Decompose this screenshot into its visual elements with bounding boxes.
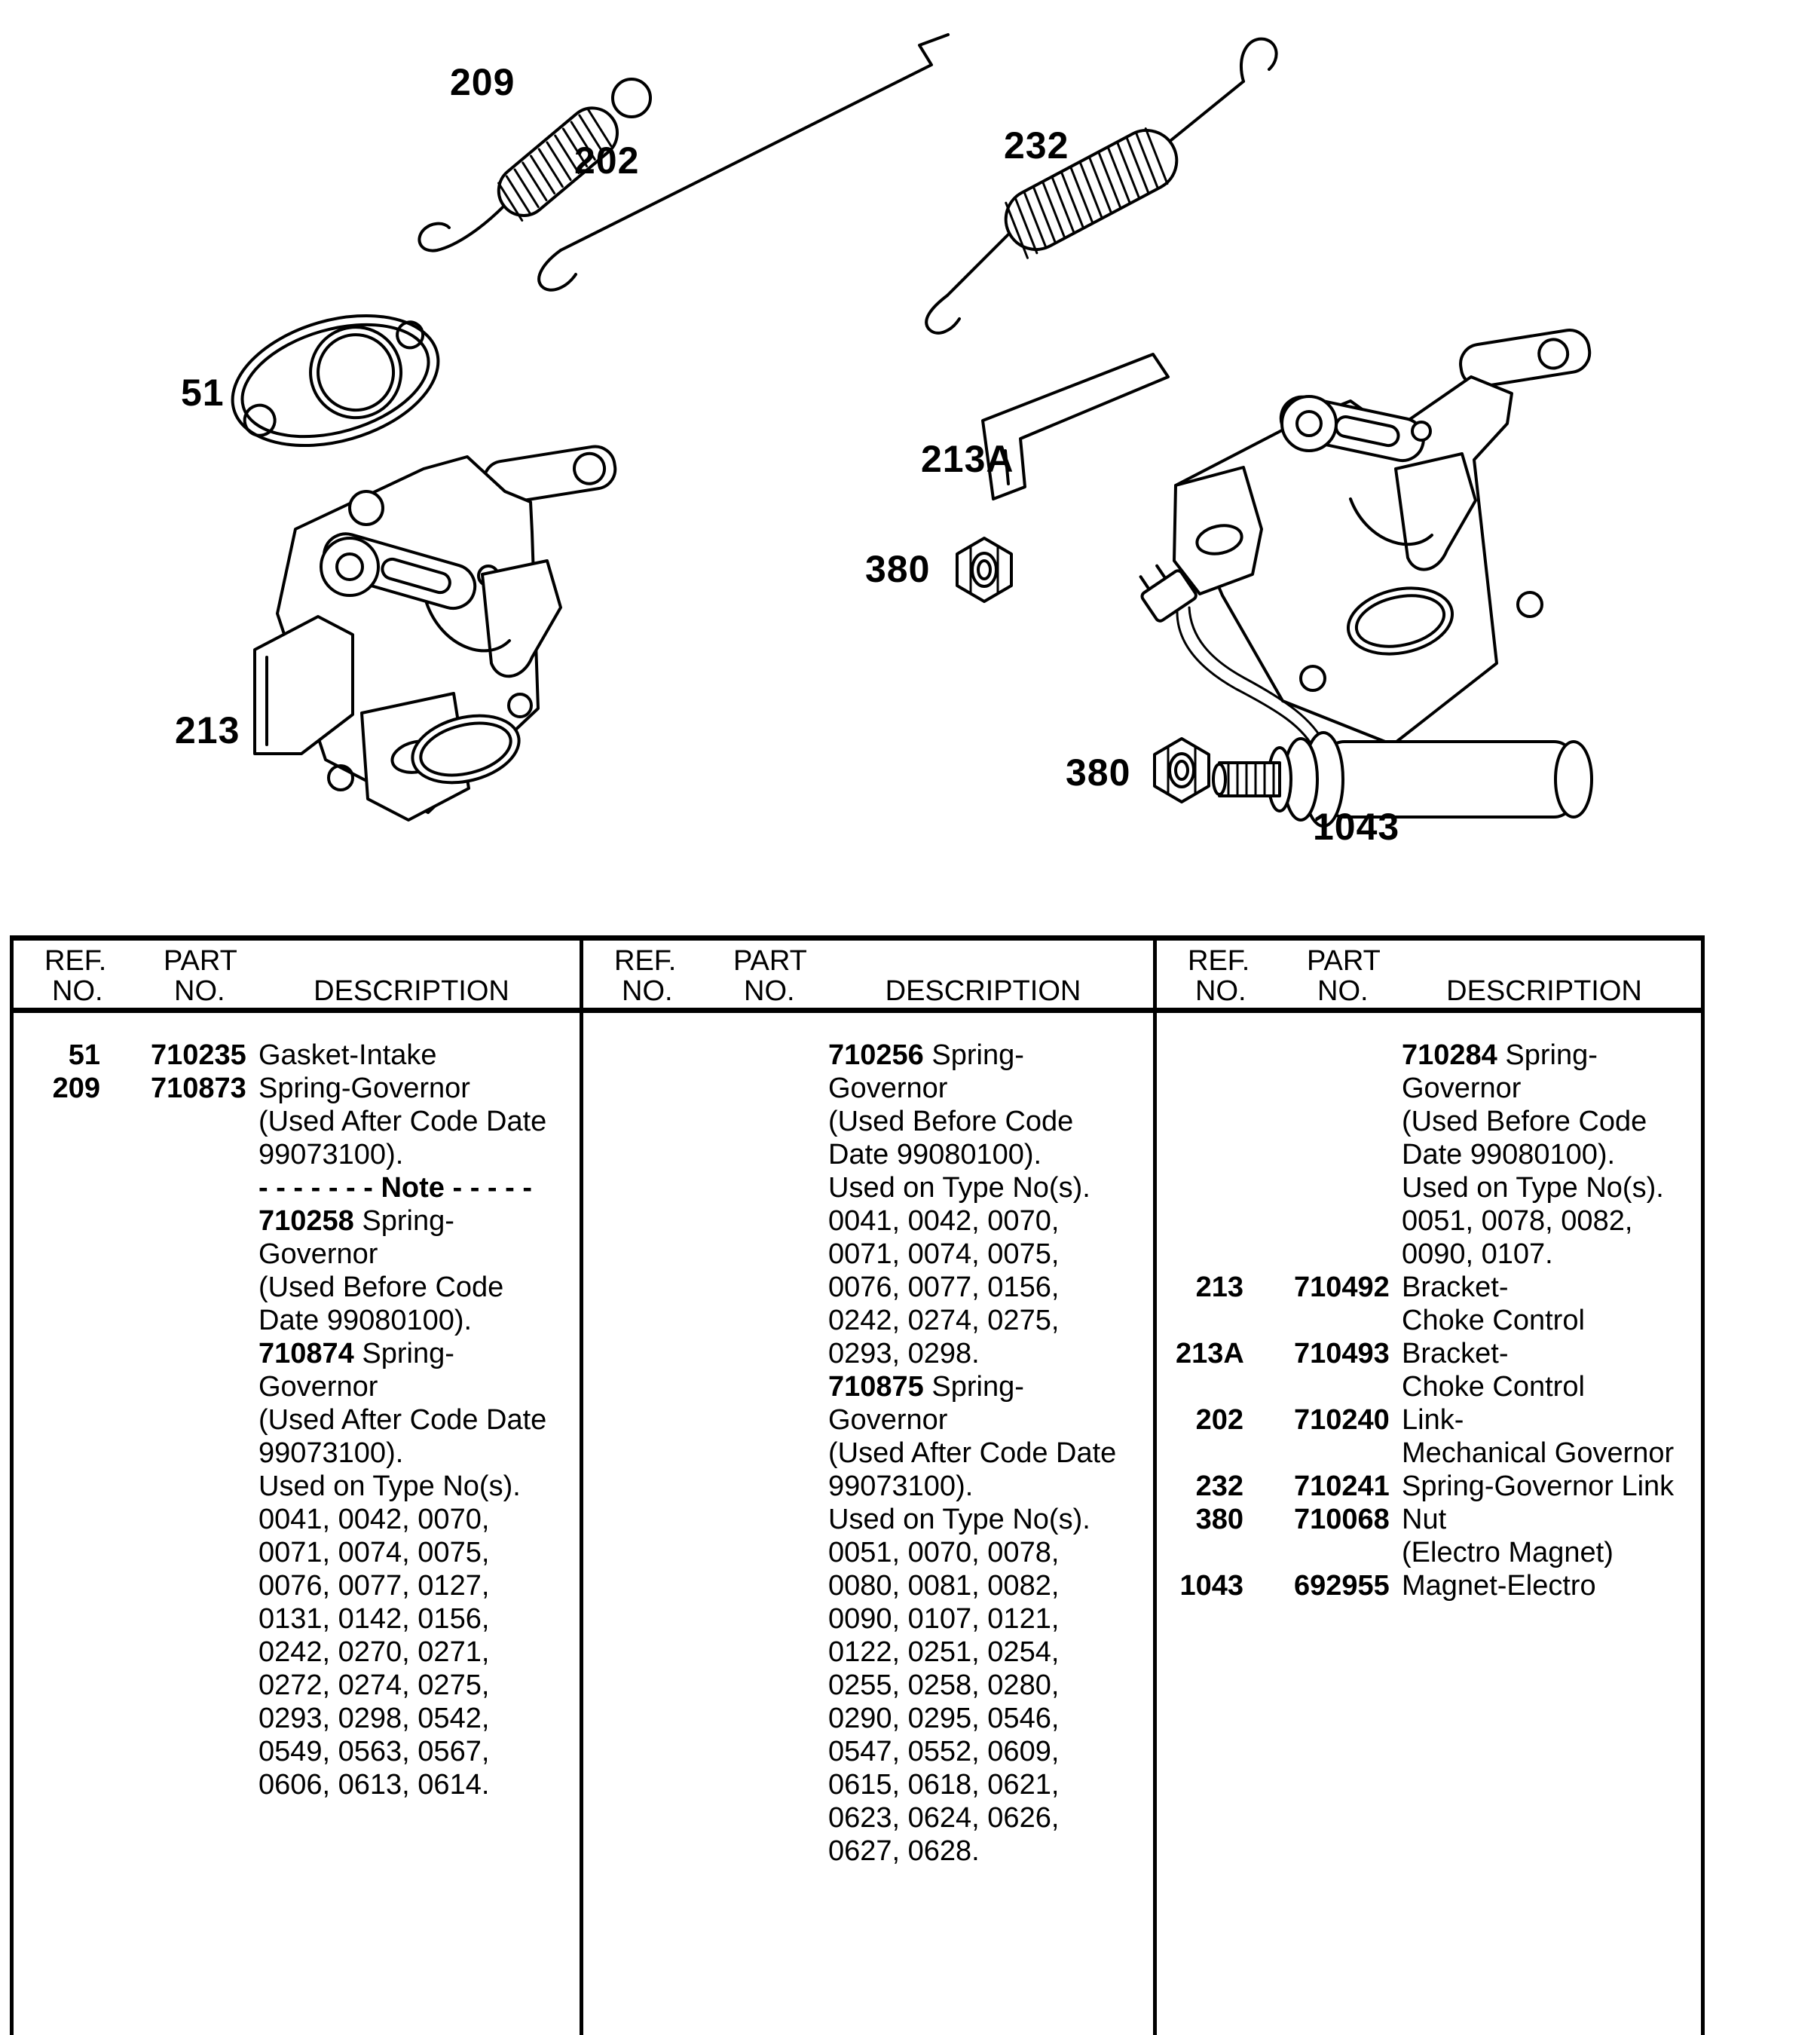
- description: [1402, 1271, 1702, 1337]
- description-line: 0293, 0298.: [828, 1338, 980, 1369]
- part-no: 710492: [1294, 1271, 1390, 1303]
- description-line: 0071, 0074, 0075,: [258, 1537, 490, 1568]
- description-line: Date 99080100).: [258, 1305, 473, 1336]
- description-line: 710256 Spring-: [828, 1039, 1024, 1071]
- part-no: 710068: [1294, 1504, 1390, 1535]
- description: [258, 1072, 580, 1801]
- description: [1402, 1403, 1702, 1470]
- table-row: [1155, 1039, 1702, 1271]
- table-header: [11, 935, 580, 1008]
- header-part: PART: [1307, 945, 1381, 977]
- description-line: Mechanical Governor: [1402, 1437, 1675, 1469]
- description-line: 710874 Spring-: [258, 1338, 454, 1369]
- header-ref: REF.: [1188, 945, 1250, 977]
- nut-380-upper-drawing: [957, 538, 1011, 601]
- table-row: [581, 1039, 1153, 1868]
- description-line: 0293, 0298, 0542,: [258, 1703, 490, 1734]
- description-line: 0549, 0563, 0567,: [258, 1736, 490, 1767]
- part-no: 710240: [1294, 1404, 1390, 1436]
- table-row: [1155, 1337, 1702, 1403]
- label-213: 213: [175, 709, 240, 751]
- part-no: 710493: [1294, 1338, 1390, 1369]
- intake-gasket-51-drawing: [217, 294, 453, 468]
- table-header: [1155, 935, 1702, 1008]
- table-header-rule: [11, 1008, 1705, 1013]
- description-line: Date 99080100).: [1402, 1139, 1616, 1171]
- description-line: Governor: [828, 1404, 948, 1436]
- header-ref-no: NO.: [1195, 975, 1246, 1007]
- description-line: (Electro Magnet): [1402, 1537, 1614, 1568]
- table-row: [1155, 1569, 1702, 1602]
- description-line: (Used After Code Date: [258, 1106, 547, 1137]
- table-header: [581, 935, 1153, 1008]
- header-part-no: NO.: [174, 975, 225, 1007]
- description-line: (Used Before Code: [828, 1106, 1074, 1137]
- description-line: Used on Type No(s).: [258, 1470, 521, 1502]
- table-body: [11, 1039, 580, 1801]
- description: [828, 1039, 1153, 1868]
- table-row: [11, 1072, 580, 1801]
- description-line: Bracket-: [1402, 1338, 1509, 1369]
- description-line: (Used After Code Date: [258, 1404, 547, 1436]
- description-line: Date 99080100).: [828, 1139, 1042, 1171]
- description-line: Used on Type No(s).: [828, 1172, 1090, 1204]
- description-line: 710258 Spring-: [258, 1205, 454, 1237]
- description-line: Bracket-: [1402, 1271, 1509, 1303]
- header-part: PART: [733, 945, 807, 977]
- description-line: 0090, 0107, 0121,: [828, 1603, 1060, 1635]
- label-202: 202: [574, 139, 640, 182]
- ref-no: 232: [1195, 1470, 1243, 1502]
- header-ref-no: NO.: [52, 975, 103, 1007]
- parts-diagram-art: [0, 0, 1820, 929]
- ref-no: 209: [52, 1073, 100, 1104]
- label-232: 232: [1004, 124, 1069, 167]
- part-no: 710241: [1294, 1470, 1390, 1502]
- label-51: 51: [181, 372, 225, 414]
- table-body: [1155, 1039, 1702, 1602]
- description-line: Spring-Governor Link: [1402, 1470, 1675, 1502]
- description-line: Choke Control: [1402, 1371, 1585, 1403]
- ref-no: 380: [1195, 1504, 1243, 1535]
- table-row: [1155, 1271, 1702, 1337]
- description-line: Governor: [258, 1371, 378, 1403]
- label-380b: 380: [1066, 751, 1131, 794]
- ref-no: 213: [1195, 1271, 1243, 1303]
- label-1043: 1043: [1313, 806, 1400, 848]
- description-line: 0242, 0270, 0271,: [258, 1636, 490, 1668]
- description-line: 99073100).: [258, 1139, 404, 1171]
- nut-380-lower-drawing: [1155, 739, 1209, 802]
- description-line: 0076, 0077, 0156,: [828, 1271, 1060, 1303]
- header-ref: REF.: [614, 945, 677, 977]
- description-line: (Used After Code Date: [828, 1437, 1117, 1469]
- table-row: [11, 1039, 580, 1072]
- description-line: Used on Type No(s).: [828, 1504, 1090, 1535]
- label-380a: 380: [865, 548, 931, 590]
- description-line: Gasket-Intake: [258, 1039, 437, 1071]
- choke-control-bracket-213-drawing: [255, 444, 618, 820]
- header-part-no: NO.: [744, 975, 795, 1007]
- description-line: Spring-Governor: [258, 1073, 470, 1104]
- description-line: 0255, 0258, 0280,: [828, 1669, 1060, 1701]
- description-line: Used on Type No(s).: [1402, 1172, 1664, 1204]
- description: [1402, 1503, 1702, 1569]
- description-line: Link-: [1402, 1404, 1464, 1436]
- table-row: [1155, 1503, 1702, 1569]
- description-line: Nut: [1402, 1504, 1447, 1535]
- header-part: PART: [164, 945, 237, 977]
- description: [1402, 1569, 1702, 1602]
- description-line: 0547, 0552, 0609,: [828, 1736, 1060, 1767]
- header-ref: REF.: [44, 945, 107, 977]
- description-line: 0071, 0074, 0075,: [828, 1238, 1060, 1270]
- description-line: 0627, 0628.: [828, 1835, 980, 1867]
- description-line: 710284 Spring-: [1402, 1039, 1598, 1071]
- description-line: 0041, 0042, 0070,: [258, 1504, 490, 1535]
- ref-no: 202: [1195, 1404, 1243, 1436]
- description: [258, 1039, 580, 1072]
- description-line: 0076, 0077, 0127,: [258, 1570, 490, 1602]
- description-line: (Used Before Code: [258, 1271, 504, 1303]
- description-line: 0242, 0274, 0275,: [828, 1305, 1060, 1336]
- description-line: Choke Control: [1402, 1305, 1585, 1336]
- part-no: 692955: [1294, 1570, 1390, 1602]
- description-line: 0051, 0070, 0078,: [828, 1537, 1060, 1568]
- description-line: 0080, 0081, 0082,: [828, 1570, 1060, 1602]
- choke-control-bracket-213a-drawing: [983, 327, 1592, 745]
- header-part-no: NO.: [1317, 975, 1369, 1007]
- description-line: Magnet-Electro: [1402, 1570, 1596, 1602]
- ref-no: 213A: [1176, 1338, 1244, 1369]
- description-line: 0606, 0613, 0614.: [258, 1769, 490, 1801]
- description: [1402, 1470, 1702, 1503]
- header-description: DESCRIPTION: [314, 975, 509, 1007]
- table-row: [1155, 1470, 1702, 1503]
- part-no: 710235: [151, 1039, 246, 1071]
- description-line: 99073100).: [258, 1437, 404, 1469]
- description: [1402, 1039, 1702, 1271]
- description: [1402, 1337, 1702, 1403]
- part-no: 710873: [151, 1073, 246, 1104]
- description-line: 0131, 0142, 0156,: [258, 1603, 490, 1635]
- header-description: DESCRIPTION: [1446, 975, 1642, 1007]
- description-line: 0051, 0078, 0082,: [1402, 1205, 1633, 1237]
- description-line: 99073100).: [828, 1470, 974, 1502]
- description-line: 0041, 0042, 0070,: [828, 1205, 1060, 1237]
- description-line: Governor: [258, 1238, 378, 1270]
- description-line: Governor: [828, 1073, 948, 1104]
- ref-no: 51: [68, 1039, 100, 1071]
- description-line: Governor: [1402, 1073, 1522, 1104]
- electro-magnet-1043-drawing: [1213, 733, 1592, 826]
- description-line: 710875 Spring-: [828, 1371, 1024, 1403]
- description-line: 0615, 0618, 0621,: [828, 1769, 1060, 1801]
- governor-link-spring-232-drawing: [926, 39, 1276, 333]
- table-row: [1155, 1403, 1702, 1470]
- header-ref-no: NO.: [622, 975, 673, 1007]
- description-line: 0090, 0107.: [1402, 1238, 1553, 1270]
- ref-no: 1043: [1179, 1570, 1243, 1602]
- label-213A: 213A: [921, 438, 1014, 480]
- description-line: - - - - - - - Note - - - - -: [258, 1172, 532, 1204]
- description-line: (Used Before Code: [1402, 1106, 1647, 1137]
- description-line: 0623, 0624, 0626,: [828, 1802, 1060, 1834]
- description-line: 0272, 0274, 0275,: [258, 1669, 490, 1701]
- parts-diagram: [0, 0, 1820, 929]
- description-line: 0122, 0251, 0254,: [828, 1636, 1060, 1668]
- table-body: [581, 1039, 1153, 1868]
- label-209: 209: [450, 61, 515, 103]
- header-description: DESCRIPTION: [885, 975, 1081, 1007]
- description-line: 0290, 0295, 0546,: [828, 1703, 1060, 1734]
